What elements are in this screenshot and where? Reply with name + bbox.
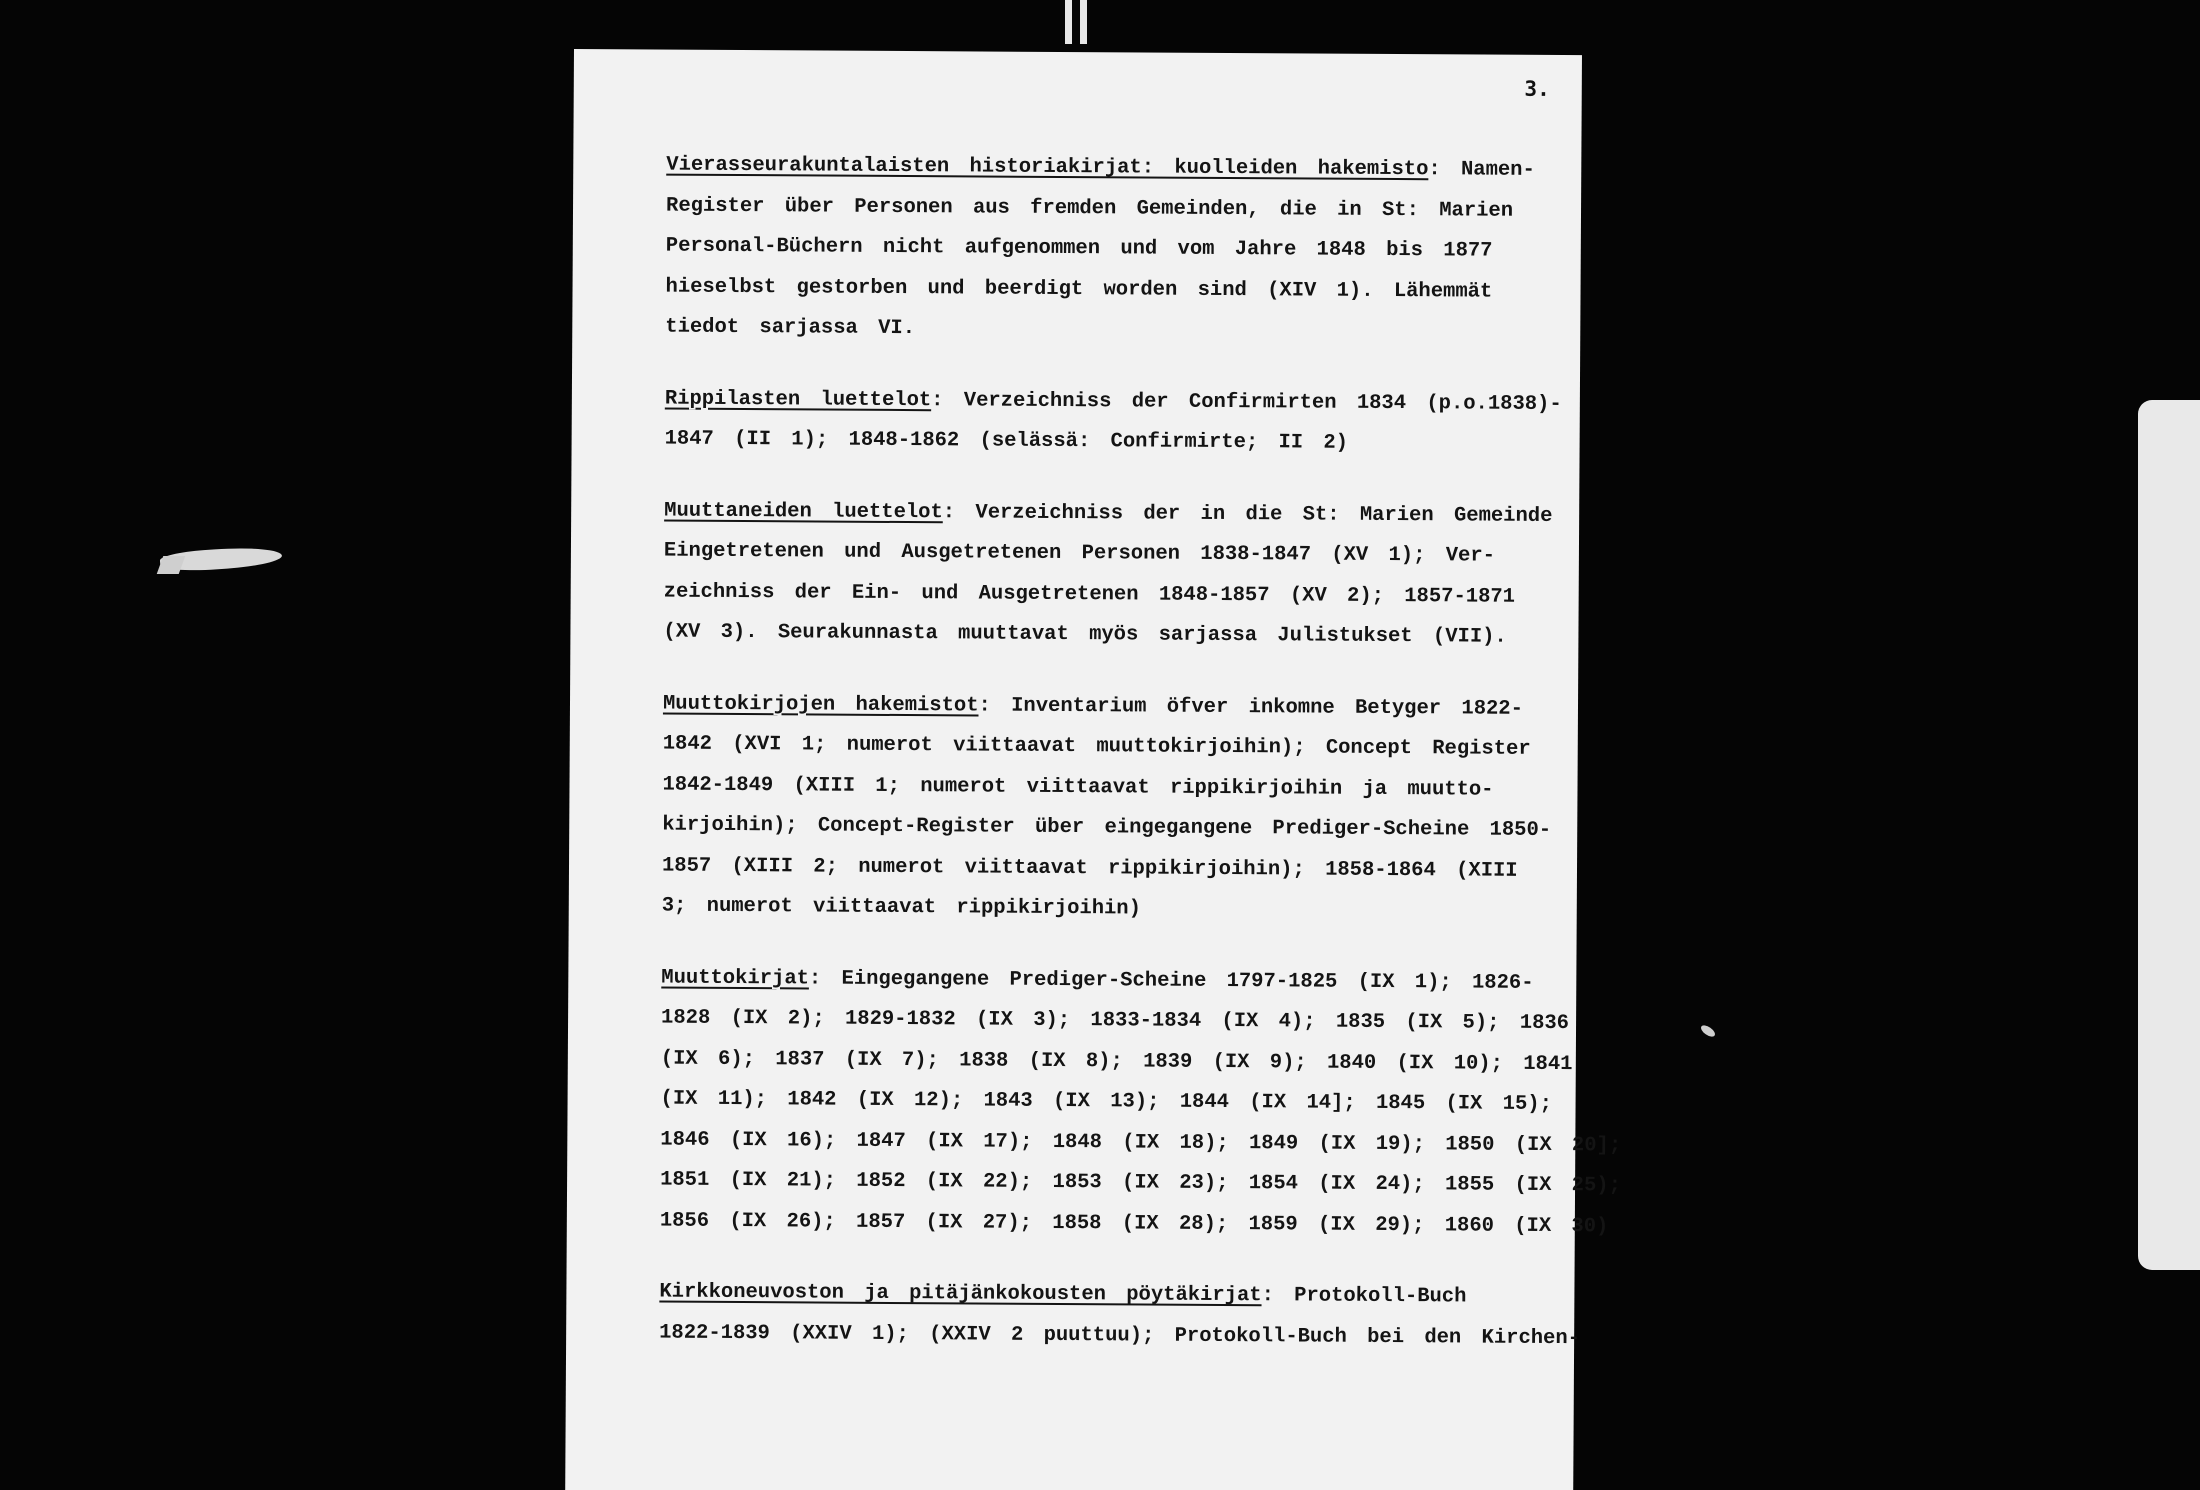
paragraph-first-line xyxy=(666,146,1554,192)
text-line: 1842-1849 (XIII 1; numerot viittaavat rippikirjoihin ja muutto- xyxy=(662,773,1494,802)
text-line: 1822-1839 (XXIV 1); (XXIV 2 puuttuu); Protokoll-Buch bei den Kirchen- xyxy=(659,1321,1581,1350)
document-page xyxy=(565,49,1622,1490)
paragraph xyxy=(665,146,1554,354)
text-line: Register über Personen aus fremden Gemeinden, die in St: Marien xyxy=(665,194,1514,223)
text-line: 1828 (IX 2); 1829-1832 (IX 3); 1833-1834 (IX 4); 1835 (IX 5); 1836 xyxy=(661,1006,1570,1036)
text-line: zeichniss der Ein- und Ausgetretenen 1848-1857 (XV 2); 1857-1871 xyxy=(663,580,1516,609)
text-line: kirjoihin); Concept-Register über eingegangene Prediger-Scheine 1850- xyxy=(662,813,1552,842)
paragraph-first-line xyxy=(664,379,1562,425)
paragraph-first-line xyxy=(664,491,1552,537)
paragraph xyxy=(663,491,1552,658)
film-sprocket-mark xyxy=(1080,0,1087,44)
paragraph xyxy=(659,1273,1581,1359)
text-line: tiedot sarjassa VI. xyxy=(665,315,916,341)
paragraph-first-line xyxy=(661,958,1549,1004)
paragraph xyxy=(662,684,1551,932)
heading-continuation: : Namen- xyxy=(1428,158,1535,182)
heading-continuation: : Eingegangene Prediger-Scheine 1797-1825 (IX 1); 1826- xyxy=(808,966,1534,995)
text-line: Personal-Büchern nicht aufgenommen und vom Jahre 1848 bis 1877 xyxy=(665,234,1493,263)
text-line: 1856 (IX 26); 1857 (IX 27); 1858 (IX 28); 1859 (IX 29); 1860 (IX 30) xyxy=(659,1209,1609,1238)
text-line: 1846 (IX 16); 1847 (IX 17); 1848 (IX 18); 1849 (IX 19); 1850 (IX 20]; xyxy=(660,1128,1622,1157)
section-heading: Rippilasten luettelot xyxy=(664,387,932,412)
paragraph xyxy=(664,379,1562,465)
text-line: 1857 (XIII 2; numerot viittaavat rippikirjoihin); 1858-1864 (XIII xyxy=(661,854,1518,883)
document-body xyxy=(659,146,1622,1390)
section-heading: Kirkkoneuvoston ja pitäjänkokousten pöytäkirjat xyxy=(659,1280,1262,1308)
section-heading: Vierasseurakuntalaisten historiakirjat: kuolleiden hakemisto xyxy=(666,153,1429,182)
film-scratch-artifact-tail xyxy=(157,556,186,574)
section-heading: Muuttokirjojen hakemistot xyxy=(662,692,979,717)
text-line: (XV 3). Seurakunnasta muuttavat myös sarjassa Julistukset (VII). xyxy=(663,620,1507,649)
text-line: 1847 (II 1); 1848-1862 (selässä: Confirmirte; II 2) xyxy=(664,427,1349,455)
adjacent-page-edge xyxy=(2138,400,2200,1270)
text-line: Eingetretenen und Ausgetretenen Personen 1838-1847 (XV 1); Ver- xyxy=(663,539,1496,568)
dust-speck xyxy=(1699,1023,1717,1039)
heading-continuation: : Verzeichniss der in die St: Marien Gemeinde xyxy=(942,500,1553,528)
heading-continuation: : Verzeichniss der Confirmirten 1834 (p.o.1838)- xyxy=(931,388,1562,416)
text-line: 3; numerot viittaavat rippikirjoihin) xyxy=(661,894,1142,921)
section-heading: Muuttaneiden luettelot xyxy=(664,499,943,524)
paragraph-first-line xyxy=(663,684,1551,730)
text-line: hieselbst gestorben und beerdigt worden sind (XIV 1). Lähemmät xyxy=(665,275,1493,304)
text-line: (IX 6); 1837 (IX 7); 1838 (IX 8); 1839 (IX 9); 1840 (IX 10); 1841 xyxy=(660,1047,1573,1076)
film-sprocket-mark xyxy=(1065,0,1072,44)
text-line: (IX 11); 1842 (IX 12); 1843 (IX 13); 1844 (IX 14]; 1845 (IX 15); xyxy=(660,1087,1552,1116)
paragraph xyxy=(659,958,1622,1247)
heading-continuation: : Inventarium öfver inkomne Betyger 1822- xyxy=(978,693,1524,721)
heading-continuation: : Protokoll-Buch xyxy=(1261,1284,1467,1309)
text-line: 1842 (XVI 1; numerot viittaavat muuttokirjoihin); Concept Register xyxy=(662,732,1531,761)
text-line: 1851 (IX 21); 1852 (IX 22); 1853 (IX 23); 1854 (IX 24); 1855 (IX 25); xyxy=(660,1168,1621,1198)
page-number: 3. xyxy=(1524,76,1550,101)
paragraph-first-line xyxy=(659,1273,1547,1319)
section-heading: Muuttokirjat xyxy=(661,966,810,990)
